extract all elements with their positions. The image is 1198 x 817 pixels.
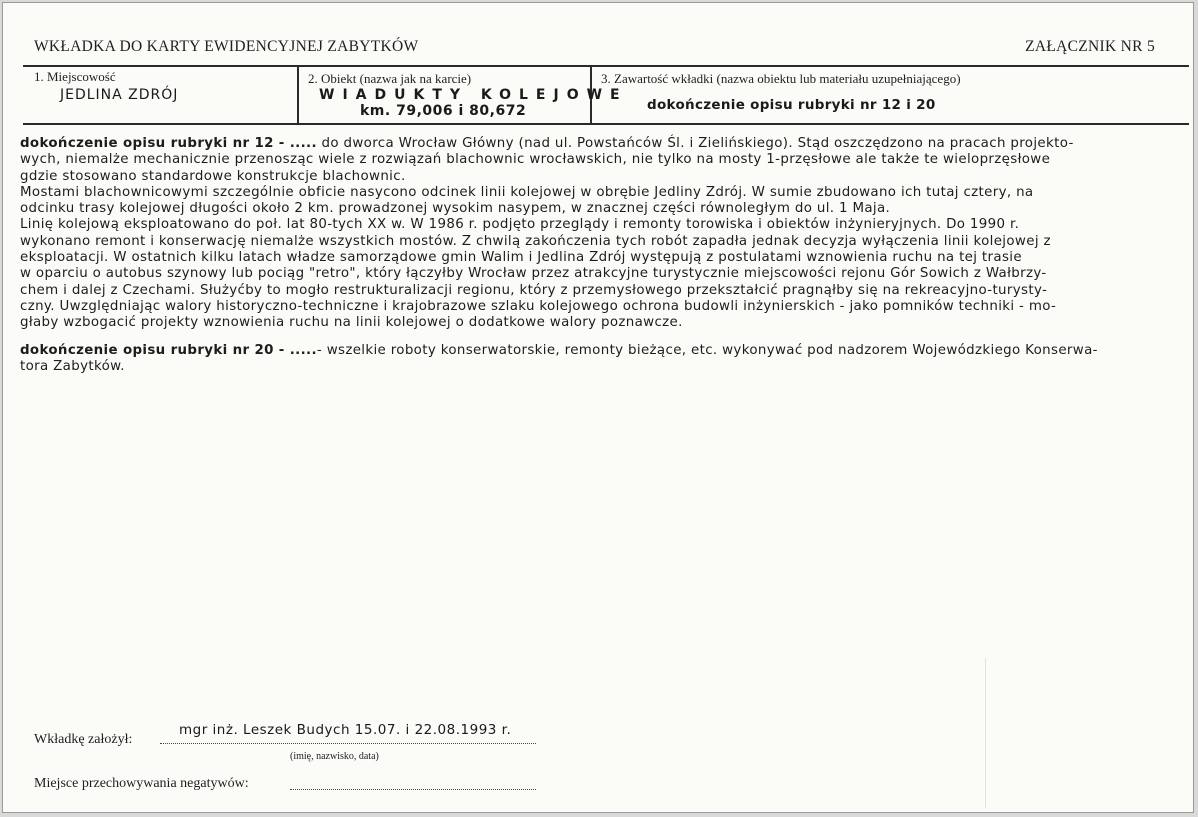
annex-number: ZAŁĄCZNIK NR 5: [1025, 38, 1155, 55]
para2-heading: dokończenie opisu rubryki nr 20 - .....: [20, 342, 317, 358]
para1-line-1: dokończenie opisu rubryki nr 12 - ..... do dworca Wrocław Główny (nad ul. Powstańców Śl. i Zielińskiego). Stąd oszczędzono na pracach projekto-: [20, 136, 1074, 151]
header-top-rule: [23, 65, 1189, 67]
para1-line: eksploatacji. W ostatnich kilku latach władze samorządowe gmin Walim i Jedlina Zdrój występują z postulatami wznowienia ruchu na tej trasie: [20, 250, 1022, 266]
locality-label: 1. Miejscowość: [34, 69, 116, 84]
object-value-name: WIADUKTY KOLEJOWE: [319, 87, 628, 103]
para1-line: wych, niemalże mechanicznie przenosząc wiele z rozwiązań blachownic wrocławskich, nie tylko na mosty 1-przęsłowe ale także te wieloprzęsłowe: [20, 152, 1051, 168]
para1-line: wykonano remont i konserwację niemalże wszystkich mostów. Z chwilą zakończenia tych robót zapadła jednak decyzja wyłączenia linii kolejowej z: [20, 233, 1051, 249]
para1-line: czny. Uwzględniając walory historyczno-techniczne i krajobrazowe szlaku kolejowego ochrona budowli inżynierskich - jako pomników techniki - mo-: [20, 298, 1057, 314]
object-value-km: km. 79,006 i 80,672: [360, 103, 527, 119]
para2-line: tora Zabytków.: [20, 358, 125, 374]
paragraph-gap: [20, 332, 1180, 343]
para1-line: Mostami blachownicowymi szczególnie obficie nasycono odcinek linii kolejowej w obrębie Jedliny Zdrój. W sumie zbudowano ich tutaj cztery, na: [20, 184, 1034, 200]
contents-value: dokończenie opisu rubryki nr 12 i 20: [647, 97, 936, 113]
form-title: WKŁADKA DO KARTY EWIDENCYJNEJ ZABYTKÓW: [34, 38, 419, 55]
para1-line: chem i dalej z Czechami. Służyćby to mogło restrukturalizacji regionu, który z przemysłowego przekształcić pragnąłby się na rekreacyjno-turysty-: [20, 282, 1048, 298]
created-by-line: [160, 743, 536, 744]
para1-line: odcinku trasy kolejowej długości około 2 km. prowadzonej wysokim nasypem, w znacznej części równoległym do ul. 1 Maja.: [20, 201, 891, 217]
header-bottom-rule: [23, 123, 1189, 125]
negatives-location-line: [290, 789, 536, 790]
record-insert-card: [2, 2, 1194, 813]
locality-value: JEDLINA ZDRÓJ: [60, 87, 179, 103]
para1-line: w oparciu o autobus szynowy lub pociąg "retro", który łączyłby Wrocław przez atrakcyjne turystycznie miejscowości rejonu Gór Sowich z Wałbrzy-: [20, 266, 1047, 282]
negatives-location-label: Miejsce przechowywania negatywów:: [34, 776, 249, 791]
object-label: 2. Obiekt (nazwa jak na karcie): [308, 71, 472, 86]
created-by-hint: (imię, nazwisko, data): [290, 751, 379, 762]
created-by-label: Wkładkę założył:: [34, 732, 133, 747]
description-body: [20, 136, 1180, 375]
contents-label: 3. Zawartość wkładki (nazwa obiektu lub materiału uzupełniającego): [601, 71, 961, 86]
para1-line: Linię kolejową eksploatowano do poł. lat 80-tych XX w. W 1986 r. podjęto przeglądy i remonty torowiska i obiektów inżynieryjnych. Do 1990 r.: [20, 217, 1020, 233]
para1-line: głaby wzbogacić projekty wznowienia ruchu na linii kolejowej o dodatkowe walory poznawcze.: [20, 315, 683, 331]
scan-artifact-line: [985, 658, 986, 808]
para1-line: gdzie stosowano standardowe konstrukcje blachownic.: [20, 168, 406, 184]
para2-line-1: dokończenie opisu rubryki nr 20 - .....- wszelkie roboty konserwatorskie, remonty bieżące, etc. wykonywać pod nadzorem Wojewódzkiego Konserwa-: [20, 342, 1098, 358]
created-by-value: mgr inż. Leszek Budych 15.07. i 22.08.1993 r.: [179, 722, 512, 738]
field-divider-1: [297, 66, 299, 123]
para1-heading: dokończenie opisu rubryki nr 12 - .....: [20, 136, 317, 151]
